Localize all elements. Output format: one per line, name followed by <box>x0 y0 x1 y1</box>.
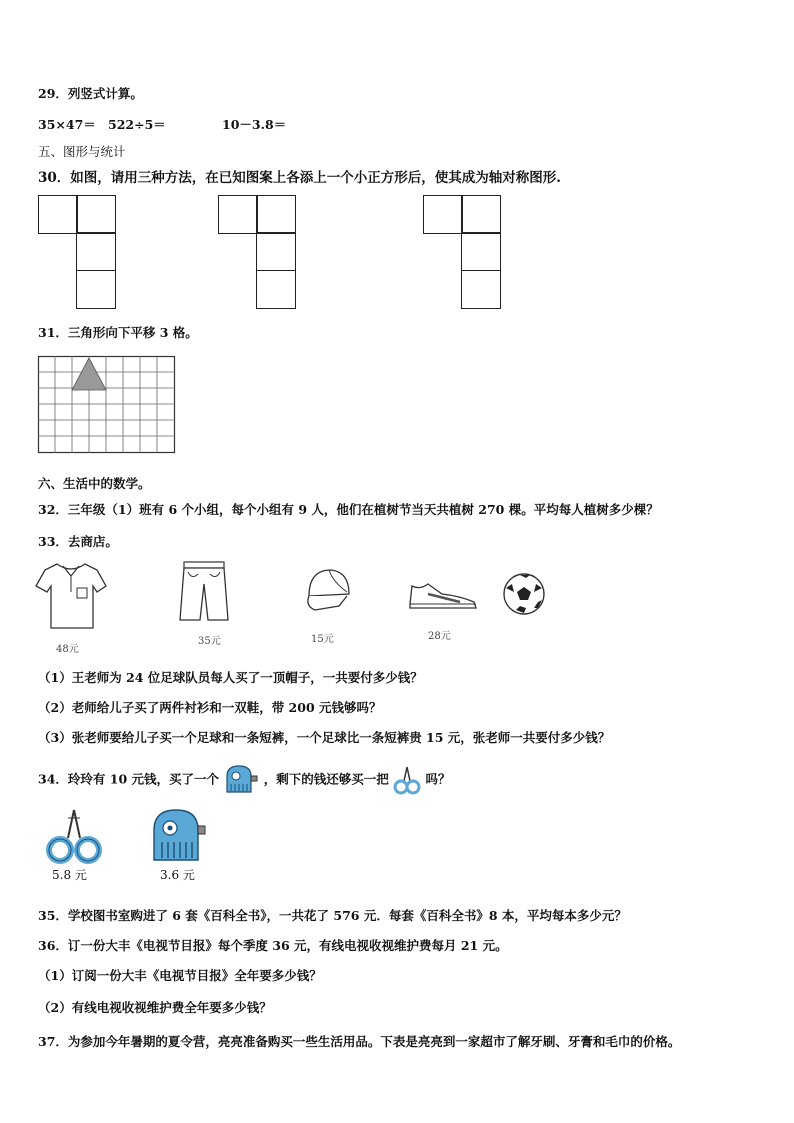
q33-sub-3: （3）张老师要给儿子买一个足球和一条短裤，一个足球比一条短裤贵 15 元，张老师一共要付多少钱？ <box>38 730 611 745</box>
q30-title: 30．如图，请用三种方法，在已知图案上各添上一个小正方形后，使其成为轴对称图形. <box>38 170 561 186</box>
q36-sub-2: （2）有线电视收视维护费全年要多少钱？ <box>38 1000 272 1015</box>
scissors-price: 5.8 元 <box>52 868 87 882</box>
shoe-icon <box>408 580 478 612</box>
q29-item-2: 522÷5＝ <box>108 117 166 132</box>
cap-icon <box>303 566 353 614</box>
q33-title: 33．去商店。 <box>38 534 118 549</box>
section-5-heading: 五、图形与统计 <box>38 144 126 159</box>
shoe-price: 28元 <box>428 631 451 642</box>
q33-sub-1: （1）王老师为 24 位足球队员每人买了一顶帽子，一共要付多少钱？ <box>38 670 423 685</box>
scissors-small-icon <box>393 765 421 795</box>
q37-title: 37．为参加今年暑期的夏令营，亮亮准备购买一些生活用品。下表是亮亮到一家超市了解牙刷、牙膏和毛巾的价格。 <box>38 1034 681 1049</box>
q35-title: 35．学校图书室购进了 6 套《百科全书》，一共花了 576 元．每套《百科全书》8 本，平均每本多少元？ <box>38 908 627 923</box>
shirt-price: 48元 <box>56 644 79 655</box>
pencil-sharpener-small-icon <box>223 764 259 796</box>
pencil-sharpener-icon <box>150 808 206 862</box>
q33-sub-2: （2）老师给儿子买了两件衬衫和一双鞋，带 200 元钱够吗？ <box>38 700 382 715</box>
football-icon <box>502 572 546 616</box>
q29-title: 29．列竖式计算。 <box>38 86 143 101</box>
q29-item-3: 10－3.8＝ <box>222 117 287 132</box>
q36-title: 36．订一份大丰《电视节目报》每个季度 36 元，有线电视收视维护费每月 21 元。 <box>38 938 508 953</box>
q34-post: 吗？ <box>425 771 451 787</box>
shorts-price: 35元 <box>198 636 221 647</box>
cap-price: 15元 <box>311 634 334 645</box>
q31-title: 31．三角形向下平移 3 格。 <box>38 325 198 340</box>
sharpener-price: 3.6 元 <box>160 868 195 882</box>
q29-item-1: 35×47＝ <box>38 117 96 132</box>
q36-sub-1: （1）订阅一份大丰《电视节目报》全年要多少钱？ <box>38 968 322 983</box>
q31-triangle <box>72 358 106 390</box>
q34-pre: 34．玲玲有 10 元钱，买了一个 <box>38 771 219 787</box>
q34-line <box>38 764 450 796</box>
q32-title: 32．三年级（1）班有 6 个小组，每个小组有 9 人，他们在植树节当天共植树 270 棵。平均每人植树多少棵？ <box>38 502 659 517</box>
q34-mid: ，剩下的钱还够买一把 <box>263 771 389 787</box>
q31-grid <box>38 356 175 453</box>
shirt-icon <box>35 562 107 630</box>
section-6-heading: 六、生活中的数学。 <box>38 476 151 491</box>
scissors-icon <box>46 808 102 866</box>
shorts-icon <box>178 560 230 622</box>
